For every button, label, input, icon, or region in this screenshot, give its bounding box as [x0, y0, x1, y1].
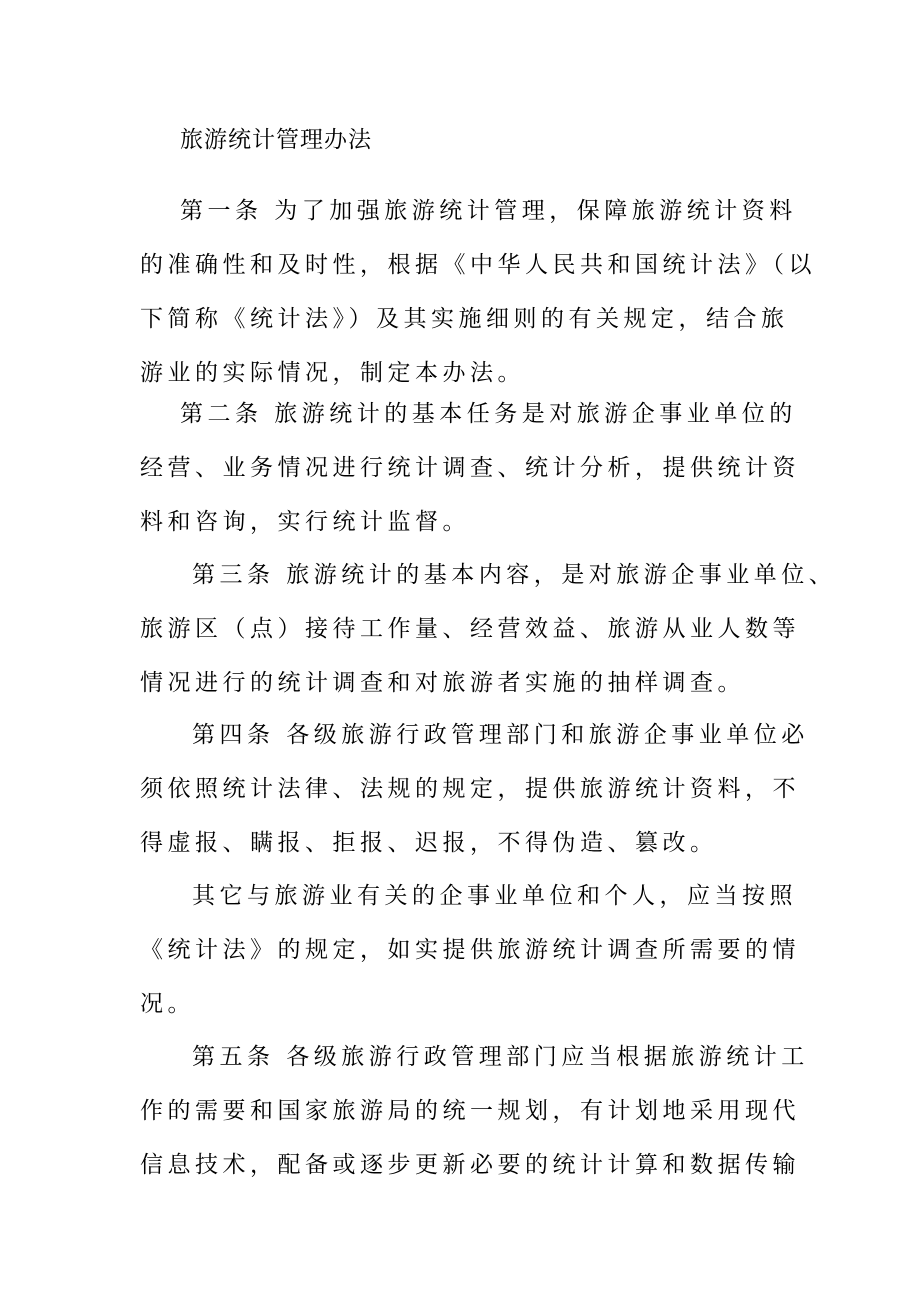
paragraph-line: 况。	[140, 991, 195, 1017]
paragraph-line: 第一条 为了加强旅游统计管理，保障旅游统计资料	[180, 198, 797, 224]
paragraph-line: 游业的实际情况，制定本办法。	[140, 360, 525, 386]
document-title: 旅游统计管理办法	[180, 127, 372, 153]
article-3	[140, 548, 837, 710]
paragraph-line: 下简称《统计法》）及其实施细则的有关规定，结合旅	[140, 306, 789, 332]
article-5	[140, 1030, 809, 1192]
article-4	[140, 708, 809, 870]
paragraph-line: 其它与旅游业有关的企事业单位和个人，应当按照	[192, 883, 797, 909]
paragraph-line: 料和咨询，实行统计监督。	[140, 509, 470, 535]
paragraph-line: 作的需要和国家旅游局的统一规划，有计划地采用现代	[140, 1098, 800, 1124]
paragraph-line: 第四条 各级旅游行政管理部门和旅游企事业单位必	[192, 722, 809, 748]
paragraph-line: 须依照统计法律、法规的规定，提供旅游统计资料，不	[140, 776, 800, 802]
paragraph-line: 得虚报、瞒报、拒报、迟报，不得伪造、篡改。	[140, 830, 718, 856]
paragraph-line: 信息技术，配备或逐步更新必要的统计计算和数据传输	[140, 1152, 800, 1178]
paragraph-line: 情况进行的统计调查和对旅游者实施的抽样调查。	[140, 670, 745, 696]
paragraph-line: 经营、业务情况进行统计调查、统计分析，提供统计资	[140, 455, 800, 481]
article-4-supplement	[140, 869, 800, 1031]
article-1	[140, 184, 816, 400]
paragraph-line: 的准确性和及时性，根据《中华人民共和国统计法》（以	[140, 252, 816, 278]
paragraph-line: 旅游区（点）接待工作量、经营效益、旅游从业人数等	[140, 616, 800, 642]
paragraph-line: 第三条 旅游统计的基本内容，是对旅游企事业单位、	[192, 562, 837, 588]
article-2	[140, 387, 800, 549]
paragraph-line: 第五条 各级旅游行政管理部门应当根据旅游统计工	[192, 1044, 809, 1070]
paragraph-line: 第二条 旅游统计的基本任务是对旅游企事业单位的	[180, 401, 797, 427]
paragraph-line: 《统计法》的规定，如实提供旅游统计调查所需要的情	[140, 937, 800, 963]
